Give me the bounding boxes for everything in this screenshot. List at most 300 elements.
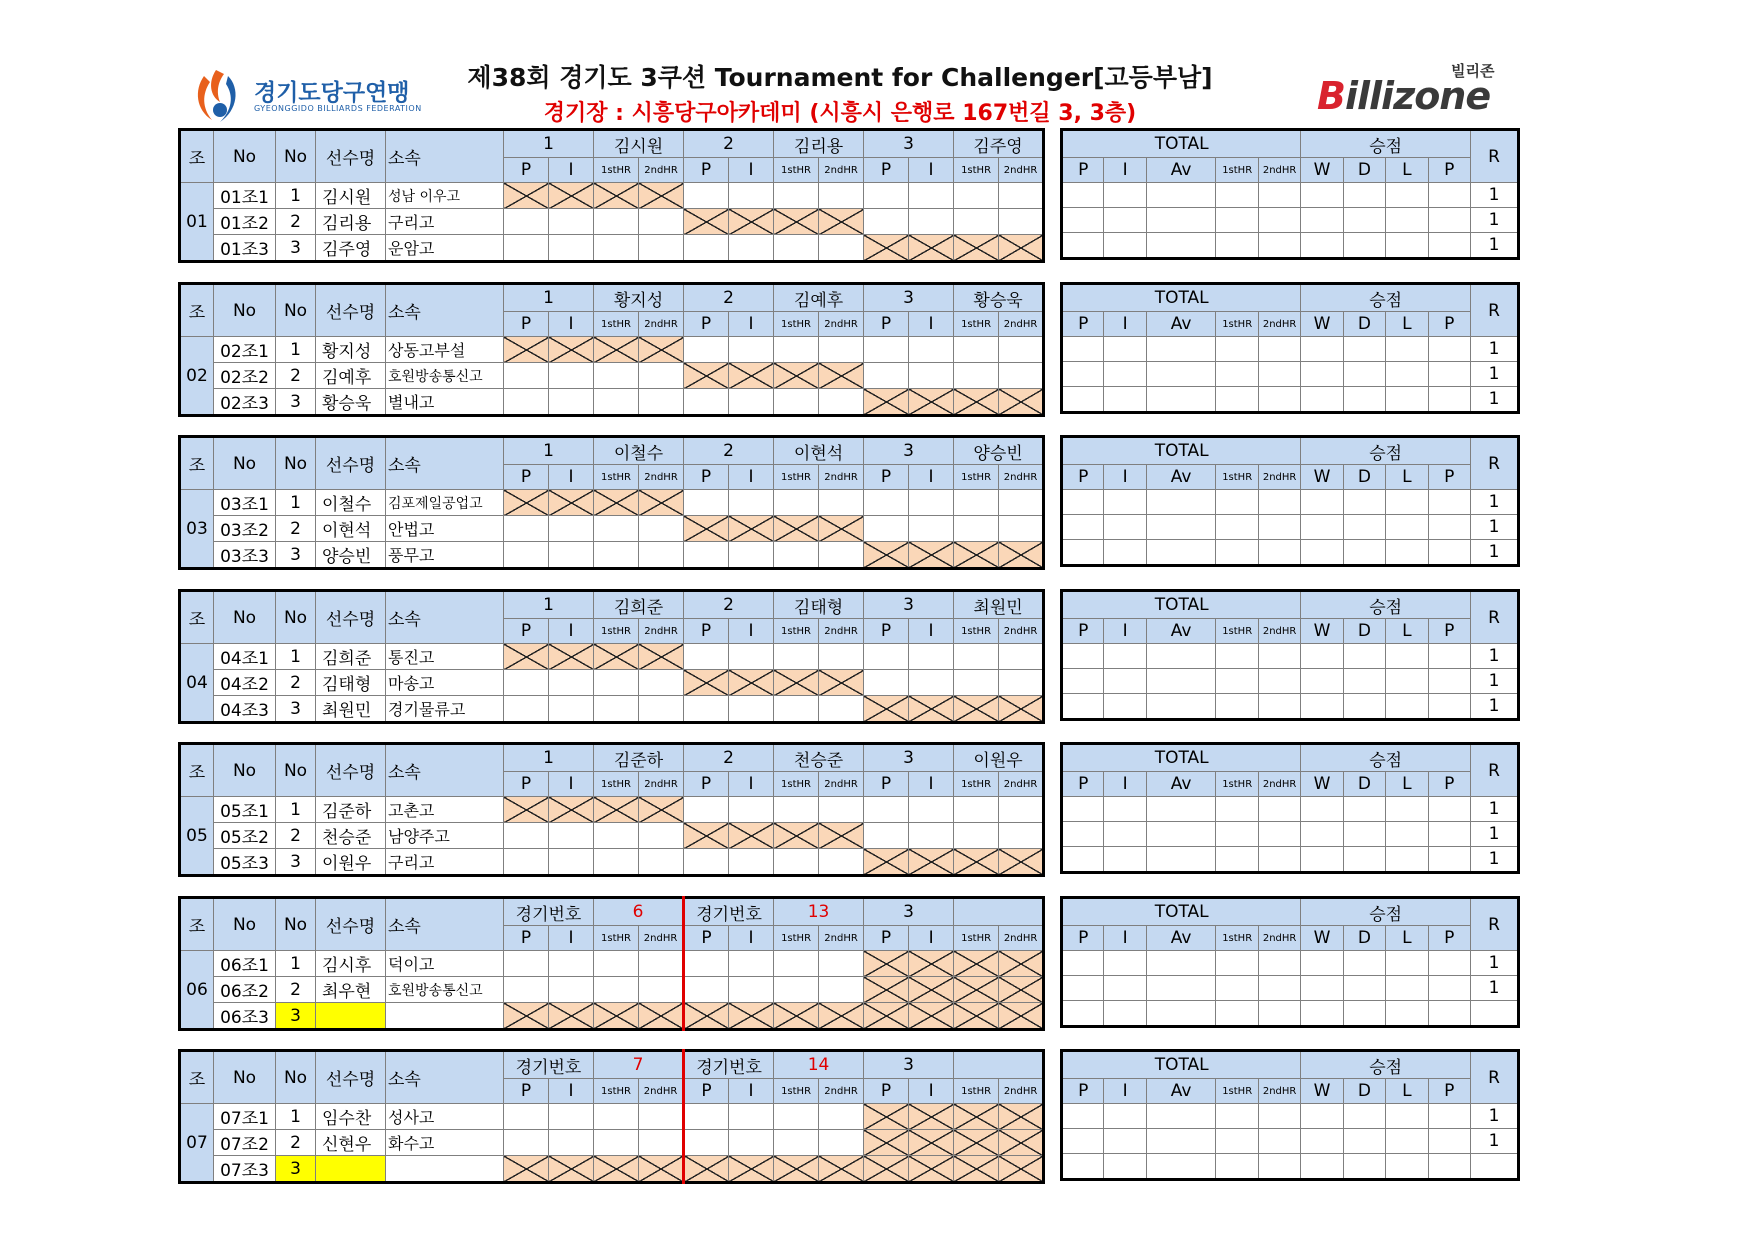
total-cell	[1386, 694, 1428, 720]
total-i-header: I	[1104, 772, 1146, 797]
crossed-cell	[504, 183, 549, 209]
player-code: 05조1	[214, 797, 276, 823]
total-cell	[1104, 1129, 1146, 1154]
hr1-header: 1stHR	[594, 158, 639, 183]
total-cell	[1104, 490, 1146, 515]
player-header: 선수명	[316, 284, 386, 337]
score-cell	[864, 797, 909, 823]
w-header: W	[1301, 772, 1343, 797]
score-cell	[594, 209, 639, 235]
points-header: 승점	[1301, 744, 1471, 772]
total-cell	[1428, 951, 1470, 976]
hr2-header: 2ndHR	[639, 926, 684, 951]
score-cell	[864, 490, 909, 516]
score-cell	[504, 363, 549, 389]
total-cell	[1258, 362, 1300, 387]
i-header: I	[909, 926, 954, 951]
affil-header: 소속	[386, 744, 504, 797]
player-no: 1	[276, 183, 316, 209]
total-row	[1062, 183, 1519, 208]
l-header: L	[1386, 619, 1428, 644]
player-code: 02조3	[214, 389, 276, 416]
total-cell	[1343, 976, 1385, 1001]
score-cell	[504, 516, 549, 542]
total-hr1-header: 1stHR	[1216, 619, 1258, 644]
total-cell	[1216, 951, 1258, 976]
i-header: I	[909, 465, 954, 490]
player-row	[180, 849, 1044, 876]
total-cell	[1104, 233, 1146, 259]
opponent-name: 김예후	[774, 284, 864, 312]
total-cell	[1216, 644, 1258, 669]
opponent-number: 1	[504, 591, 594, 619]
opponent-number: 2	[684, 591, 774, 619]
opponent-name: 김희준	[594, 591, 684, 619]
total-cell	[1343, 387, 1385, 413]
total-p-header: P	[1062, 312, 1104, 337]
total-cell	[1146, 490, 1216, 515]
total-row	[1062, 694, 1519, 720]
total-cell	[1216, 1104, 1258, 1129]
crossed-cell	[999, 977, 1044, 1003]
total-cell	[1343, 337, 1385, 362]
score-cell	[684, 183, 729, 209]
no-header-2: No	[276, 591, 316, 644]
hr1-header: 1stHR	[954, 1079, 999, 1104]
i-header: I	[909, 1079, 954, 1104]
score-cell	[594, 696, 639, 723]
crossed-cell	[504, 490, 549, 516]
total-cell	[1343, 233, 1385, 259]
match-number-value: 6	[594, 898, 684, 926]
player-affiliation: 안법고	[386, 516, 504, 542]
score-cell	[684, 490, 729, 516]
total-cell	[1146, 644, 1216, 669]
player-affiliation: 운암고	[386, 235, 504, 262]
total-cell	[1386, 951, 1428, 976]
crossed-cell	[864, 1156, 909, 1183]
no-header: No	[214, 898, 276, 951]
total-cell	[1104, 387, 1146, 413]
total-cell	[1386, 337, 1428, 362]
total-av-header: Av	[1146, 1079, 1216, 1104]
rank-cell: 1	[1471, 387, 1519, 413]
total-cell	[1258, 387, 1300, 413]
match-number-value: 14	[774, 1051, 864, 1079]
rank-cell: 1	[1471, 951, 1519, 976]
opponent-number: 3	[864, 591, 954, 619]
crossed-cell	[864, 542, 909, 569]
player-row	[180, 951, 1044, 977]
player-affiliation: 구리고	[386, 209, 504, 235]
total-cell	[1062, 387, 1104, 413]
score-cell	[504, 849, 549, 876]
total-i-header: I	[1104, 926, 1146, 951]
score-cell	[909, 823, 954, 849]
crossed-cell	[909, 951, 954, 977]
crossed-cell	[864, 696, 909, 723]
score-cell	[549, 235, 594, 262]
rank-cell: 1	[1471, 337, 1519, 362]
total-cell	[1216, 976, 1258, 1001]
total-cell	[1301, 362, 1343, 387]
total-cell	[1216, 1154, 1258, 1180]
total-cell	[1104, 1154, 1146, 1180]
p-header: P	[864, 312, 909, 337]
total-row	[1062, 337, 1519, 362]
l-header: L	[1386, 465, 1428, 490]
total-cell	[1386, 1129, 1428, 1154]
no-header: No	[214, 284, 276, 337]
l-header: L	[1386, 1079, 1428, 1104]
total-cell	[1216, 183, 1258, 208]
crossed-cell	[774, 823, 819, 849]
player-code: 04조1	[214, 644, 276, 670]
crossed-cell	[639, 1156, 684, 1183]
score-cell	[684, 542, 729, 569]
total-i-header: I	[1104, 465, 1146, 490]
score-cell	[864, 337, 909, 363]
score-cell	[864, 183, 909, 209]
crossed-cell	[639, 183, 684, 209]
player-header: 선수명	[316, 437, 386, 490]
total-cell	[1258, 490, 1300, 515]
rank-cell: 1	[1471, 847, 1519, 873]
hr1-header: 1stHR	[954, 619, 999, 644]
crossed-cell	[549, 1156, 594, 1183]
player-header: 선수명	[316, 898, 386, 951]
rank-cell: 1	[1471, 1129, 1519, 1154]
p-header: P	[504, 772, 549, 797]
score-cell	[549, 363, 594, 389]
player-no: 1	[276, 644, 316, 670]
score-cell	[774, 235, 819, 262]
player-name: 최우현	[316, 977, 386, 1003]
total-cell	[1216, 208, 1258, 233]
hr1-header: 1stHR	[774, 312, 819, 337]
total-cell	[1146, 1129, 1216, 1154]
score-cell	[864, 670, 909, 696]
group-07-total-table	[1060, 1049, 1520, 1181]
jo-header: 조	[180, 898, 214, 951]
total-cell	[1343, 1104, 1385, 1129]
player-row	[180, 490, 1044, 516]
group-number: 05	[180, 797, 214, 876]
total-cell	[1146, 233, 1216, 259]
rank-header: R	[1471, 130, 1519, 183]
score-cell	[684, 951, 729, 977]
total-cell	[1386, 540, 1428, 566]
total-p-header: P	[1062, 619, 1104, 644]
total-cell	[1301, 644, 1343, 669]
d-header: D	[1343, 158, 1385, 183]
total-cell	[1301, 490, 1343, 515]
score-cell	[639, 235, 684, 262]
total-cell	[1216, 490, 1258, 515]
crossed-cell	[954, 1130, 999, 1156]
hr2-header: 2ndHR	[819, 926, 864, 951]
opponent-name: 이현석	[774, 437, 864, 465]
points-p-header: P	[1428, 158, 1470, 183]
total-cell	[1343, 1129, 1385, 1154]
total-row	[1062, 976, 1519, 1001]
third-match-blank	[954, 898, 1044, 926]
hr1-header: 1stHR	[774, 926, 819, 951]
crossed-cell	[909, 235, 954, 262]
player-code: 05조3	[214, 849, 276, 876]
no-header-2: No	[276, 898, 316, 951]
total-cell	[1386, 208, 1428, 233]
total-cell	[1146, 847, 1216, 873]
score-cell	[549, 209, 594, 235]
opponent-name: 김태형	[774, 591, 864, 619]
total-cell	[1343, 362, 1385, 387]
player-header: 선수명	[316, 591, 386, 644]
player-row	[180, 1156, 1044, 1183]
total-cell	[1104, 694, 1146, 720]
total-cell	[1428, 1154, 1470, 1180]
total-cell	[1428, 669, 1470, 694]
score-cell	[909, 183, 954, 209]
player-no: 1	[276, 337, 316, 363]
affil-header: 소속	[386, 1051, 504, 1104]
score-cell	[954, 490, 999, 516]
player-code: 01조2	[214, 209, 276, 235]
crossed-cell	[999, 696, 1044, 723]
crossed-cell	[594, 183, 639, 209]
total-cell	[1062, 208, 1104, 233]
rank-header: R	[1471, 1051, 1519, 1104]
crossed-cell	[774, 363, 819, 389]
federation-subtitle: GYEONGGIDO BILLIARDS FEDERATION	[254, 104, 422, 113]
crossed-cell	[504, 644, 549, 670]
total-cell	[1104, 515, 1146, 540]
player-code: 07조1	[214, 1104, 276, 1130]
total-cell	[1258, 183, 1300, 208]
rank-header: R	[1471, 898, 1519, 951]
opponent-name: 양승빈	[954, 437, 1044, 465]
crossed-cell	[594, 490, 639, 516]
score-cell	[819, 1104, 864, 1130]
jo-header: 조	[180, 744, 214, 797]
player-row	[180, 183, 1044, 209]
player-row	[180, 235, 1044, 262]
total-cell	[1104, 1001, 1146, 1027]
total-cell	[1258, 1154, 1300, 1180]
crossed-cell	[729, 1003, 774, 1030]
p-header: P	[684, 619, 729, 644]
score-cell	[549, 1130, 594, 1156]
p-header: P	[504, 926, 549, 951]
total-cell	[1146, 669, 1216, 694]
total-hr2-header: 2ndHR	[1258, 772, 1300, 797]
opponent-number: 2	[684, 437, 774, 465]
total-cell	[1146, 540, 1216, 566]
score-cell	[684, 337, 729, 363]
hr1-header: 1stHR	[594, 312, 639, 337]
score-cell	[819, 542, 864, 569]
affil-header: 소속	[386, 898, 504, 951]
no-header: No	[214, 130, 276, 183]
player-name: 황승욱	[316, 389, 386, 416]
score-cell	[774, 183, 819, 209]
player-header: 선수명	[316, 1051, 386, 1104]
score-cell	[774, 1130, 819, 1156]
player-affiliation	[386, 1156, 504, 1183]
total-cell	[1301, 1154, 1343, 1180]
total-cell	[1386, 822, 1428, 847]
total-row	[1062, 644, 1519, 669]
player-name: 김희준	[316, 644, 386, 670]
total-av-header: Av	[1146, 926, 1216, 951]
i-header: I	[549, 619, 594, 644]
total-cell	[1258, 1001, 1300, 1027]
i-header: I	[549, 926, 594, 951]
player-affiliation: 상동고부설	[386, 337, 504, 363]
score-cell	[639, 1130, 684, 1156]
total-cell	[1258, 337, 1300, 362]
total-cell	[1428, 1104, 1470, 1129]
crossed-cell	[999, 951, 1044, 977]
total-cell	[1146, 1104, 1216, 1129]
total-cell	[1216, 233, 1258, 259]
points-p-header: P	[1428, 619, 1470, 644]
score-cell	[684, 849, 729, 876]
hr1-header: 1stHR	[954, 158, 999, 183]
score-cell	[729, 644, 774, 670]
player-name: 천승준	[316, 823, 386, 849]
total-cell	[1104, 208, 1146, 233]
score-cell	[954, 644, 999, 670]
player-no: 2	[276, 670, 316, 696]
total-hr1-header: 1stHR	[1216, 312, 1258, 337]
crossed-cell	[549, 797, 594, 823]
total-cell	[1146, 362, 1216, 387]
group-05-total-table	[1060, 742, 1520, 874]
score-cell	[729, 696, 774, 723]
group-06-total-table	[1060, 896, 1520, 1028]
total-cell	[1062, 362, 1104, 387]
crossed-cell	[504, 1003, 549, 1030]
group-04	[178, 589, 1520, 721]
total-cell	[1146, 976, 1216, 1001]
total-cell	[1301, 337, 1343, 362]
player-no: 3	[276, 1156, 316, 1183]
player-row	[180, 977, 1044, 1003]
player-row	[180, 696, 1044, 723]
total-cell	[1428, 490, 1470, 515]
p-header: P	[684, 465, 729, 490]
rank-header: R	[1471, 744, 1519, 797]
score-cell	[639, 823, 684, 849]
total-hr2-header: 2ndHR	[1258, 158, 1300, 183]
score-cell	[909, 337, 954, 363]
group-07-match-table	[178, 1049, 1045, 1184]
billizone-rest: illizone	[1344, 74, 1491, 118]
crossed-cell	[999, 389, 1044, 416]
score-cell	[774, 389, 819, 416]
crossed-cell	[504, 1156, 549, 1183]
score-cell	[954, 363, 999, 389]
crossed-cell	[999, 1156, 1044, 1183]
i-header: I	[549, 312, 594, 337]
total-cell	[1343, 822, 1385, 847]
total-cell	[1301, 1001, 1343, 1027]
crossed-cell	[729, 670, 774, 696]
total-hr1-header: 1stHR	[1216, 772, 1258, 797]
total-row	[1062, 387, 1519, 413]
total-hr2-header: 2ndHR	[1258, 465, 1300, 490]
i-header: I	[729, 1079, 774, 1104]
points-header: 승점	[1301, 130, 1471, 158]
score-cell	[909, 797, 954, 823]
match-number-value: 13	[774, 898, 864, 926]
points-p-header: P	[1428, 1079, 1470, 1104]
total-row	[1062, 1154, 1519, 1180]
player-code: 07조2	[214, 1130, 276, 1156]
total-cell	[1428, 1001, 1470, 1027]
total-cell	[1301, 847, 1343, 873]
hr2-header: 2ndHR	[999, 465, 1044, 490]
total-cell	[1428, 644, 1470, 669]
score-cell	[729, 337, 774, 363]
w-header: W	[1301, 926, 1343, 951]
total-header: TOTAL	[1062, 130, 1301, 158]
total-cell	[1104, 362, 1146, 387]
score-cell	[909, 670, 954, 696]
score-cell	[819, 1130, 864, 1156]
rank-cell: 1	[1471, 797, 1519, 822]
group-06-match-table	[178, 896, 1045, 1031]
player-no: 2	[276, 516, 316, 542]
score-cell	[729, 951, 774, 977]
score-cell	[819, 337, 864, 363]
crossed-cell	[774, 1003, 819, 1030]
total-i-header: I	[1104, 312, 1146, 337]
crossed-cell	[954, 1003, 999, 1030]
points-p-header: P	[1428, 312, 1470, 337]
total-cell	[1104, 669, 1146, 694]
player-no: 2	[276, 363, 316, 389]
total-header: TOTAL	[1062, 898, 1301, 926]
total-cell	[1386, 515, 1428, 540]
player-affiliation: 남양주고	[386, 823, 504, 849]
no-header-2: No	[276, 1051, 316, 1104]
total-cell	[1258, 233, 1300, 259]
crossed-cell	[909, 1156, 954, 1183]
hr2-header: 2ndHR	[999, 619, 1044, 644]
total-hr1-header: 1stHR	[1216, 926, 1258, 951]
score-cell	[639, 542, 684, 569]
hr2-header: 2ndHR	[819, 772, 864, 797]
crossed-cell	[639, 337, 684, 363]
p-header: P	[504, 312, 549, 337]
crossed-cell	[819, 209, 864, 235]
score-cell	[729, 183, 774, 209]
opponent-number: 2	[684, 130, 774, 158]
score-cell	[684, 797, 729, 823]
score-cell	[999, 797, 1044, 823]
total-row	[1062, 797, 1519, 822]
player-name: 이현석	[316, 516, 386, 542]
total-cell	[1146, 337, 1216, 362]
total-cell	[1428, 233, 1470, 259]
total-hr2-header: 2ndHR	[1258, 1079, 1300, 1104]
total-cell	[1258, 1104, 1300, 1129]
score-cell	[639, 849, 684, 876]
score-cell	[729, 849, 774, 876]
player-affiliation: 화수고	[386, 1130, 504, 1156]
